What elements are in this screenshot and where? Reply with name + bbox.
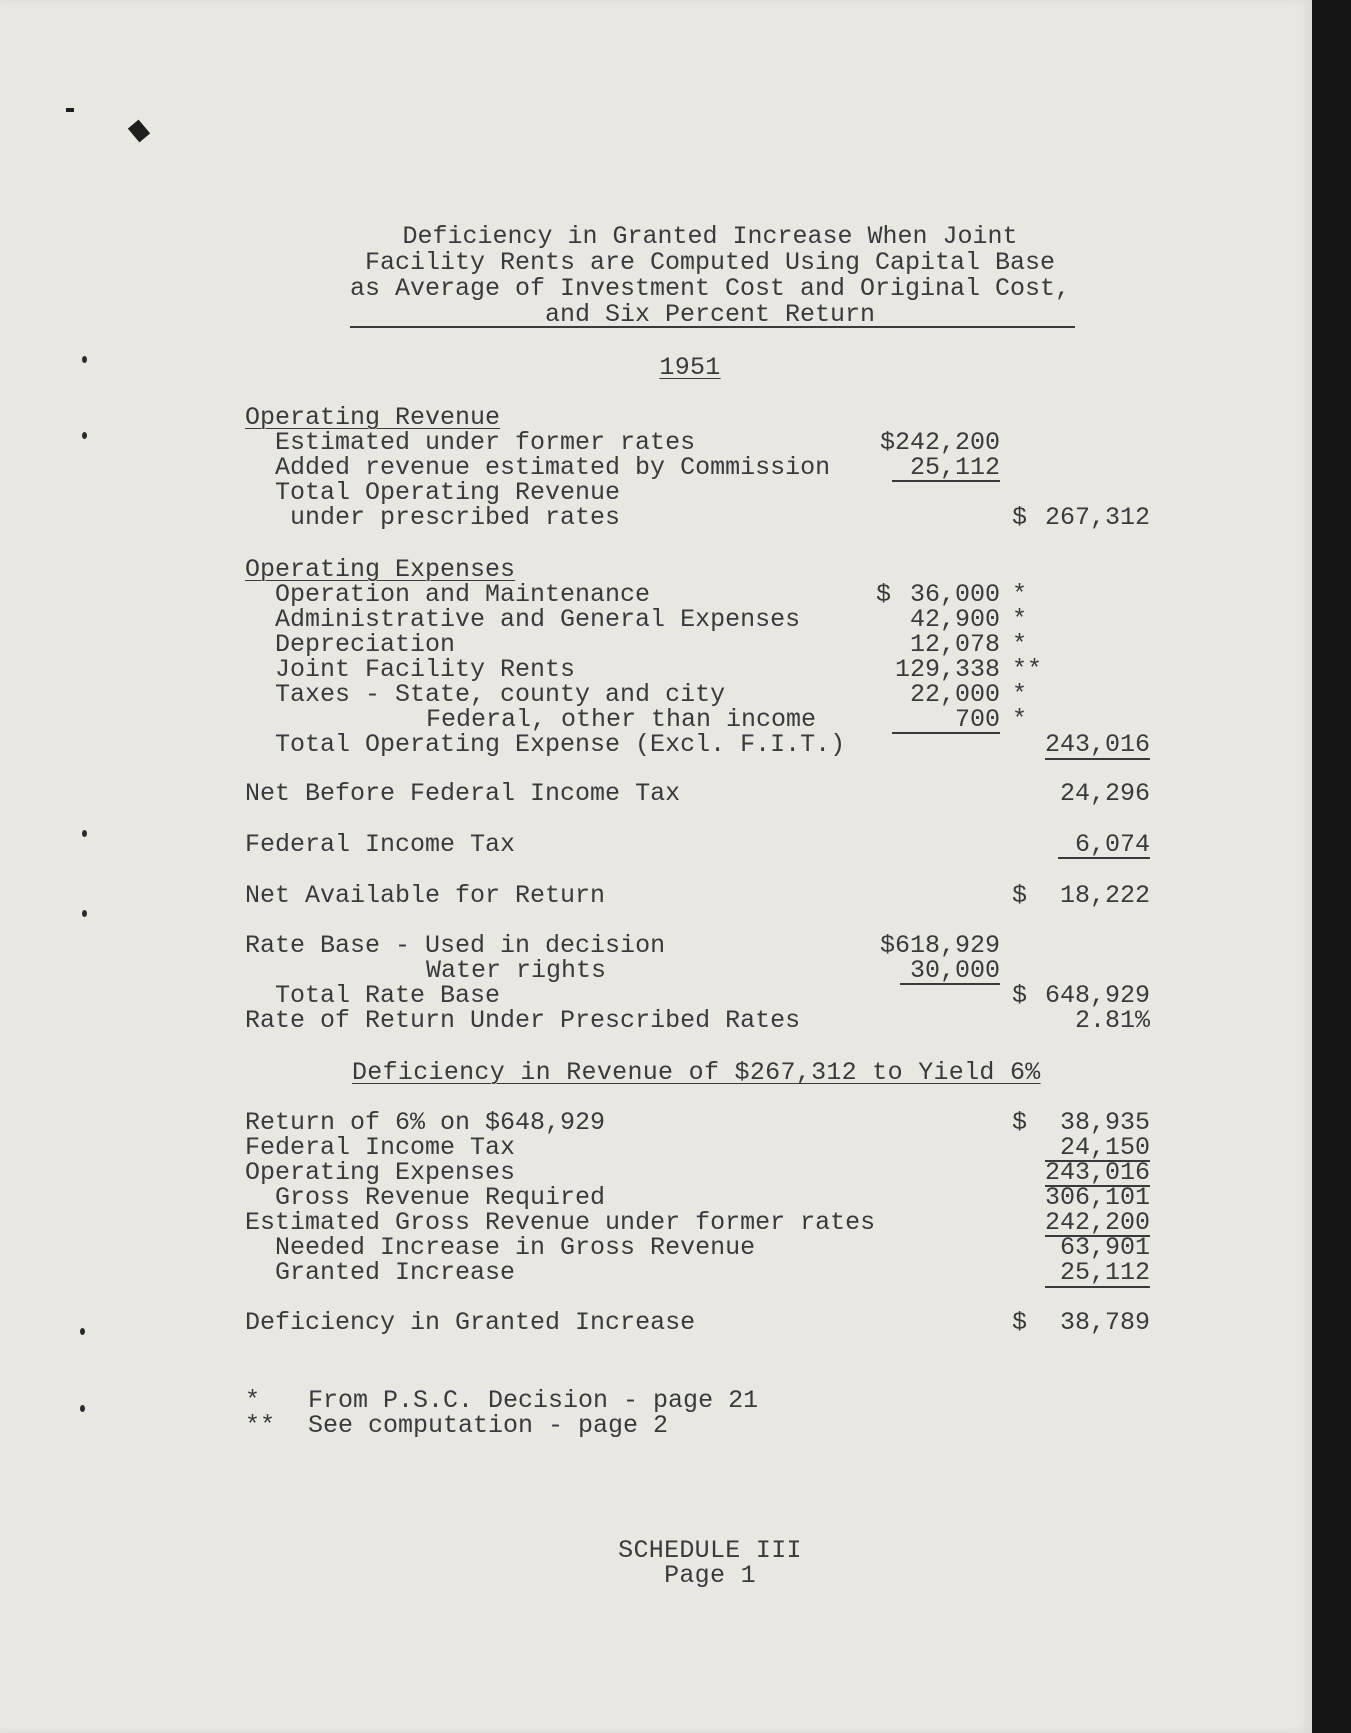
expense-row-amount: 36,000 (909, 580, 1000, 609)
expense-row-amount: 42,900 (909, 605, 1000, 634)
net-before-fit-amount: 24,296 (1059, 779, 1150, 808)
title-rule (350, 326, 1075, 328)
deficiency-row-amount: 38,935 (1059, 1108, 1150, 1137)
margin-dot (82, 432, 87, 439)
water-rights-amount: 30,000 (909, 956, 1000, 985)
subtotal-rule (892, 732, 1000, 734)
expense-row-amount: 12,078 (909, 630, 1000, 659)
expense-total-label: Total Operating Expense (Excl. F.I.T.) (275, 730, 846, 759)
revenue-row-label: Estimated under former rates (275, 428, 696, 457)
deficiency-row-amount: 63,901 (1059, 1233, 1150, 1262)
margin-dot (80, 1328, 85, 1335)
footnote-text: See computation - page 2 (308, 1411, 669, 1440)
net-available-label: Net Available for Return (245, 881, 606, 910)
footnote-mark: * (1012, 605, 1028, 634)
expense-row-label: Taxes - State, county and city (275, 680, 726, 709)
total-rule (1045, 1160, 1150, 1162)
deficiency-row-label: Estimated Gross Revenue under former rates (245, 1208, 876, 1237)
margin-dot (82, 910, 87, 917)
water-rights-label: Water rights (426, 956, 607, 985)
title-line-4: and Six Percent Return (544, 300, 876, 329)
margin-dot (82, 830, 87, 837)
deficiency-row-amount: 243,016 (1044, 1158, 1150, 1187)
operating-expenses-heading: Operating Expenses (245, 555, 516, 584)
dollar-sign: $ (1012, 981, 1028, 1010)
expense-row-label: Federal, other than income (426, 705, 817, 734)
revenue-total-label: Total Operating Revenue (275, 478, 621, 507)
rate-base-label: Rate Base - Used in decision (245, 931, 666, 960)
dollar-sign: $ (876, 580, 892, 609)
expense-row-label: Operation and Maintenance (275, 580, 651, 609)
deficiency-row-amount: 242,200 (1044, 1208, 1150, 1237)
title-line-3: as Average of Investment Cost and Original Cost, (349, 274, 1071, 303)
total-rule (1058, 857, 1150, 859)
net-available-amount: 18,222 (1059, 881, 1150, 910)
deficiency-row-amount: 306,101 (1044, 1183, 1150, 1212)
footnote-text: From P.S.C. Decision - page 21 (308, 1386, 759, 1415)
total-rule (1045, 758, 1150, 760)
footnote-mark: * (245, 1386, 261, 1415)
deficiency-total-label: Deficiency in Granted Increase (245, 1308, 696, 1337)
title-line-1: Deficiency in Granted Increase When Joint (402, 222, 1018, 251)
deficiency-row-label: Needed Increase in Gross Revenue (275, 1233, 756, 1262)
rate-base-total-label: Total Rate Base (275, 981, 501, 1010)
expense-total-amount: 243,016 (1044, 730, 1150, 759)
margin-dot (82, 356, 87, 363)
deficiency-row-amount: 24,150 (1059, 1133, 1150, 1162)
dollar-sign: $ (1012, 1108, 1028, 1137)
revenue-row-amount: 25,112 (909, 453, 1000, 482)
total-rule (1045, 1286, 1150, 1288)
footnote-mark: ** (1012, 655, 1043, 684)
revenue-total-amount: 267,312 (1044, 503, 1150, 532)
revenue-row-amount: $242,200 (879, 428, 1000, 457)
deficiency-row-label: Return of 6% on $648,929 (245, 1108, 606, 1137)
staple-mark (128, 120, 150, 143)
dollar-sign: $ (1012, 881, 1028, 910)
deficiency-row-label: Granted Increase (275, 1258, 516, 1287)
year-heading: 1951 (659, 353, 721, 382)
footnote-mark: * (1012, 705, 1028, 734)
rate-base-total-amount: 648,929 (1044, 981, 1150, 1010)
rate-base-amount: $618,929 (879, 931, 1000, 960)
expense-row-amount: 129,338 (894, 655, 1000, 684)
footnote-mark: * (1012, 580, 1028, 609)
footnote-mark: * (1012, 630, 1028, 659)
footnote-mark: * (1012, 680, 1028, 709)
dollar-sign: $ (1012, 1308, 1028, 1337)
expense-row-amount: 700 (954, 705, 1000, 734)
expense-row-label: Depreciation (275, 630, 456, 659)
deficiency-row-label: Federal Income Tax (245, 1133, 516, 1162)
rate-of-return-label: Rate of Return Under Prescribed Rates (245, 1006, 801, 1035)
expense-row-label: Administrative and General Expenses (275, 605, 801, 634)
operating-revenue-heading: Operating Revenue (245, 403, 501, 432)
title-line-2: Facility Rents are Computed Using Capital Base (364, 248, 1056, 277)
deficiency-heading: Deficiency in Revenue of $267,312 to Yield 6% (352, 1058, 1041, 1087)
dollar-sign: $ (1012, 503, 1028, 532)
net-before-fit-label: Net Before Federal Income Tax (245, 779, 681, 808)
schedule-label: SCHEDULE III (618, 1536, 802, 1565)
footnote-mark: ** (245, 1411, 276, 1440)
fit-label: Federal Income Tax (245, 830, 516, 859)
margin-dot (80, 1405, 85, 1412)
page-number: Page 1 (664, 1561, 756, 1590)
deficiency-row-label: Gross Revenue Required (275, 1183, 606, 1212)
expense-row-label: Joint Facility Rents (275, 655, 576, 684)
rate-of-return-value: 2.81% (1074, 1006, 1150, 1035)
deficiency-row-amount: 25,112 (1059, 1258, 1150, 1287)
subtotal-rule (900, 983, 1000, 985)
fit-amount: 6,074 (1074, 830, 1150, 859)
deficiency-row-label: Operating Expenses (245, 1158, 516, 1187)
subtotal-rule (892, 480, 1000, 482)
expense-row-amount: 22,000 (909, 680, 1000, 709)
revenue-total-label: under prescribed rates (290, 503, 621, 532)
deficiency-total-amount: 38,789 (1059, 1308, 1150, 1337)
revenue-row-label: Added revenue estimated by Commission (275, 453, 831, 482)
speck-mark (66, 108, 74, 112)
